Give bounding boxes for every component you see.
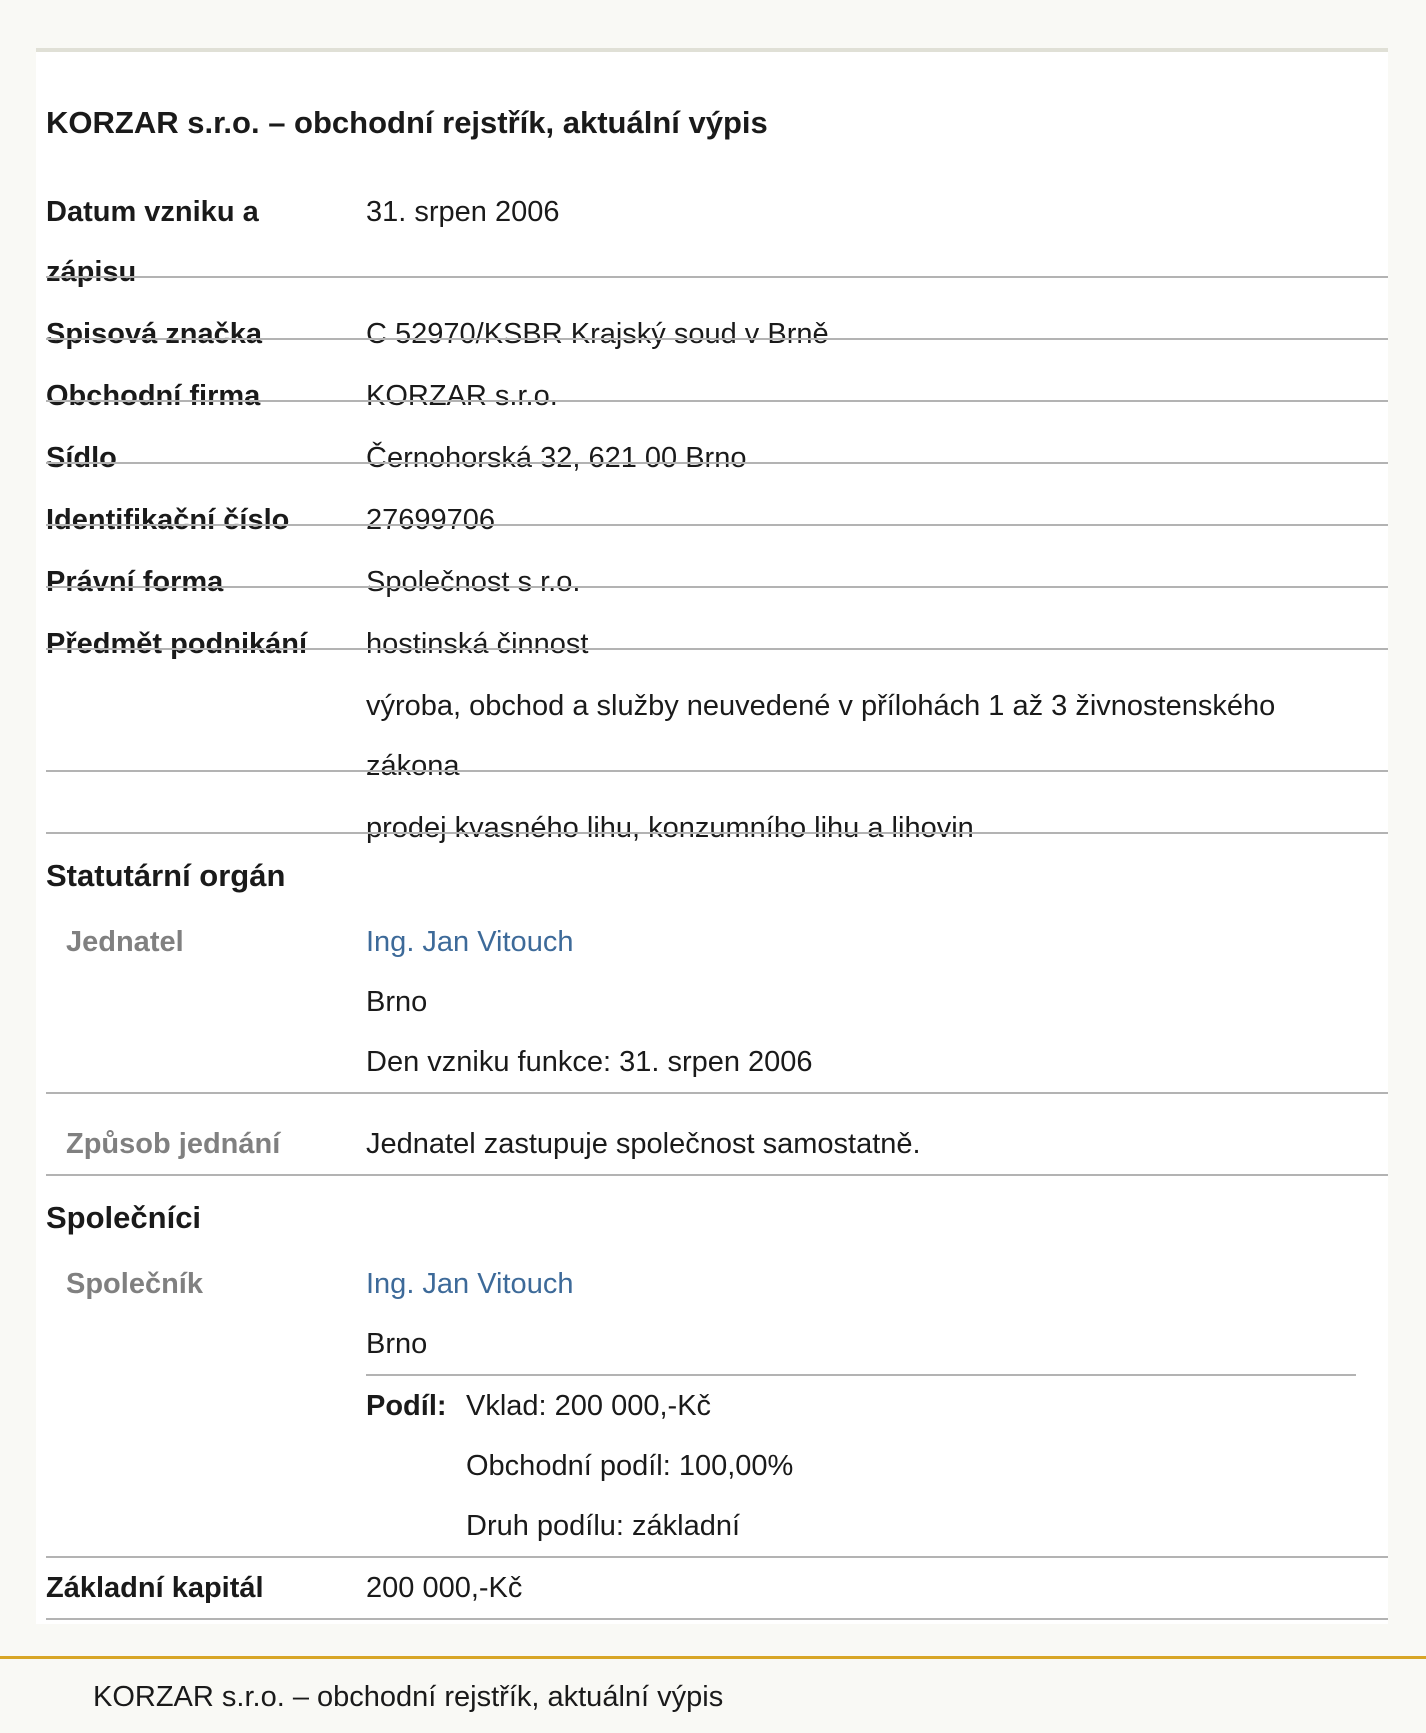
value-business-activity-3: prodej kvasného lihu, konzumního lihu a lihovin bbox=[366, 812, 974, 844]
label-executive-role: Jednatel bbox=[66, 926, 184, 958]
divider bbox=[46, 648, 1388, 650]
label-business-name: Obchodní firma bbox=[46, 380, 261, 412]
divider bbox=[46, 338, 1388, 340]
value-legal-form: Společnost s r.o. bbox=[366, 566, 581, 598]
register-extract-card bbox=[36, 48, 1388, 1624]
label-legal-form: Právní forma bbox=[46, 566, 224, 598]
label-registered-capital: Základní kapitál bbox=[46, 1572, 264, 1604]
label-founding-date-line2: zápisu bbox=[46, 256, 137, 288]
divider bbox=[46, 400, 1388, 402]
label-file-number: Spisová značka bbox=[46, 318, 262, 350]
value-business-activity-1: hostinská činnost bbox=[366, 628, 589, 660]
value-business-activity-2: výroba, obchod a služby neuvedené v přílohách 1 až 3 živnostenského bbox=[366, 690, 1276, 722]
divider bbox=[46, 770, 1388, 772]
link-partner-person[interactable]: Ing. Jan Vitouch bbox=[366, 1268, 574, 1300]
value-file-number: C 52970/KSBR Krajský soud v Brně bbox=[366, 318, 829, 350]
divider bbox=[46, 832, 1388, 834]
label-seat: Sídlo bbox=[46, 442, 117, 474]
value-share-deposit: Vklad: 200 000,-Kč bbox=[466, 1390, 712, 1422]
divider bbox=[46, 586, 1388, 588]
value-founding-date: 31. srpen 2006 bbox=[366, 196, 560, 228]
divider bbox=[46, 1618, 1388, 1620]
page-title: KORZAR s.r.o. – obchodní rejstřík, aktuální výpis bbox=[46, 105, 768, 140]
value-partner-city: Brno bbox=[366, 1328, 428, 1360]
label-company-id: Identifikační číslo bbox=[46, 504, 290, 536]
value-company-id: 27699706 bbox=[366, 504, 496, 536]
label-manner-of-acting: Způsob jednání bbox=[66, 1128, 281, 1160]
label-share: Podíl: bbox=[366, 1390, 447, 1422]
value-registered-capital: 200 000,-Kč bbox=[366, 1572, 523, 1604]
label-founding-date-line1: Datum vzniku a bbox=[46, 196, 259, 228]
divider bbox=[46, 1092, 1388, 1094]
value-share-percentage: Obchodní podíl: 100,00% bbox=[466, 1450, 794, 1482]
label-partner-role: Společník bbox=[66, 1268, 203, 1300]
link-executive-person[interactable]: Ing. Jan Vitouch bbox=[366, 926, 574, 958]
label-business-activity: Předmět podnikání bbox=[46, 628, 308, 660]
section-partners: Společníci bbox=[46, 1200, 202, 1235]
divider bbox=[46, 1174, 1388, 1176]
section-statutory-body: Statutární orgán bbox=[46, 858, 286, 893]
divider bbox=[46, 462, 1388, 464]
divider bbox=[46, 276, 1388, 278]
footer-title: KORZAR s.r.o. – obchodní rejstřík, aktuální výpis bbox=[93, 1681, 724, 1713]
value-share-type: Druh podílu: základní bbox=[466, 1510, 741, 1542]
footer bbox=[0, 1656, 1426, 1733]
value-executive-since: Den vzniku funkce: 31. srpen 2006 bbox=[366, 1046, 813, 1078]
value-manner-of-acting: Jednatel zastupuje společnost samostatně. bbox=[366, 1128, 921, 1160]
value-business-name: KORZAR s.r.o. bbox=[366, 380, 558, 412]
value-seat: Černohorská 32, 621 00 Brno bbox=[366, 442, 747, 474]
value-business-activity-2-cont: zákona bbox=[366, 750, 460, 782]
divider bbox=[46, 524, 1388, 526]
value-executive-city: Brno bbox=[366, 986, 428, 1018]
